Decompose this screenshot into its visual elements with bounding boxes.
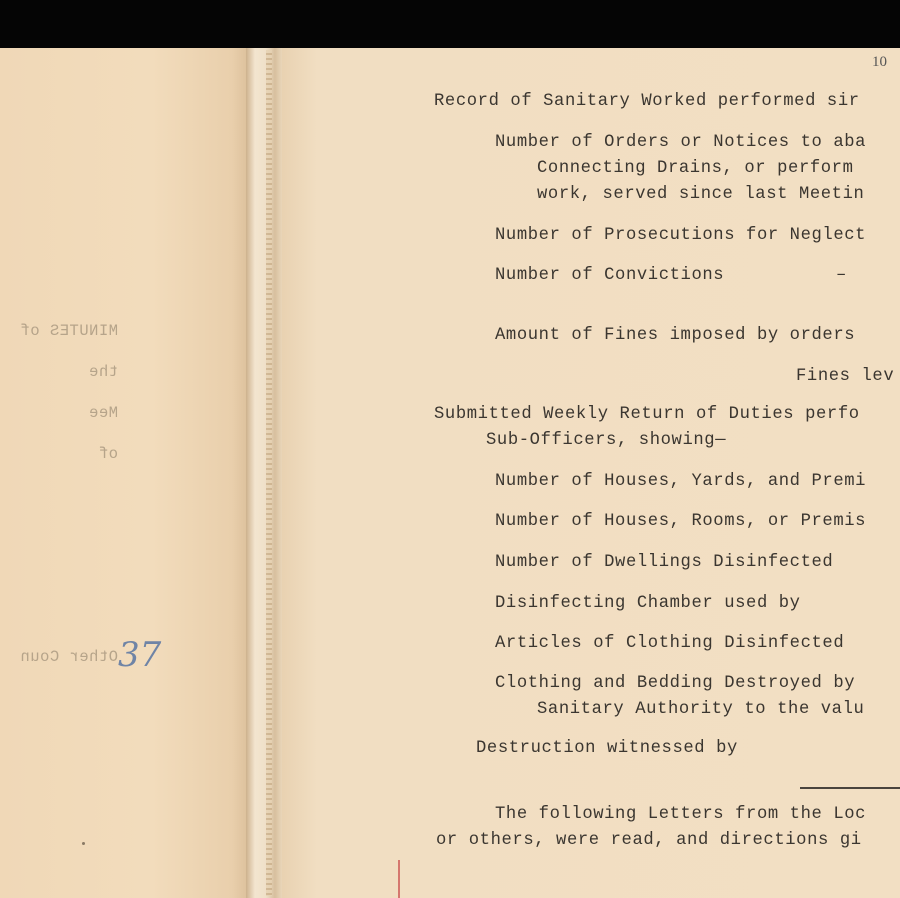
book-gutter — [246, 48, 282, 898]
paper-speck — [82, 842, 85, 845]
orders-line-cont: work, served since last Meetin — [537, 185, 865, 204]
dwellings-line: Number of Dwellings Disinfected — [495, 553, 834, 572]
prosecutions-line: Number of Prosecutions for Neglect — [495, 226, 867, 245]
bleed-line: of — [98, 445, 118, 463]
page-edge — [266, 50, 272, 896]
fines-levied-line: Fines lev — [796, 367, 895, 386]
houses-yards-line: Number of Houses, Yards, and Premi — [495, 472, 867, 491]
houses-rooms-line: Number of Houses, Rooms, or Premis — [495, 512, 867, 531]
margin-annotation: 37 — [118, 635, 162, 675]
convictions-dash: – — [836, 266, 847, 285]
clothing-destroyed-cont: Sanitary Authority to the valu — [537, 700, 865, 719]
destruction-line: Destruction witnessed by — [476, 739, 738, 758]
record-heading: Record of Sanitary Worked performed sir — [434, 92, 860, 111]
fines-line: Amount of Fines imposed by orders — [495, 326, 856, 345]
bleed-line: Mee — [88, 404, 118, 422]
convictions-line: Number of Convictions — [495, 266, 725, 285]
orders-line-cont: Connecting Drains, or perform — [537, 159, 854, 178]
letters-line-cont: or others, were read, and directions gi — [436, 831, 862, 850]
clothing-destroyed-line: Clothing and Bedding Destroyed by — [495, 674, 856, 693]
letters-line: The following Letters from the Loc — [495, 805, 867, 824]
divider-rule — [800, 787, 900, 789]
sub-officers-line: Sub-Officers, showing— — [486, 431, 727, 450]
top-black-bar — [0, 0, 900, 48]
bleed-line: MINUTES of — [19, 322, 118, 340]
clothing-disinfected-line: Articles of Clothing Disinfected — [495, 634, 845, 653]
orders-line: Number of Orders or Notices to aba — [495, 133, 867, 152]
bleed-line: Other Coun — [19, 648, 118, 666]
left-page — [0, 48, 252, 898]
red-margin-line — [398, 860, 400, 898]
chamber-line: Disinfecting Chamber used by — [495, 594, 801, 613]
weekly-return-heading: Submitted Weekly Return of Duties perfo — [434, 405, 860, 424]
bleed-line: the — [88, 363, 118, 381]
page-number: 10 — [872, 54, 887, 70]
